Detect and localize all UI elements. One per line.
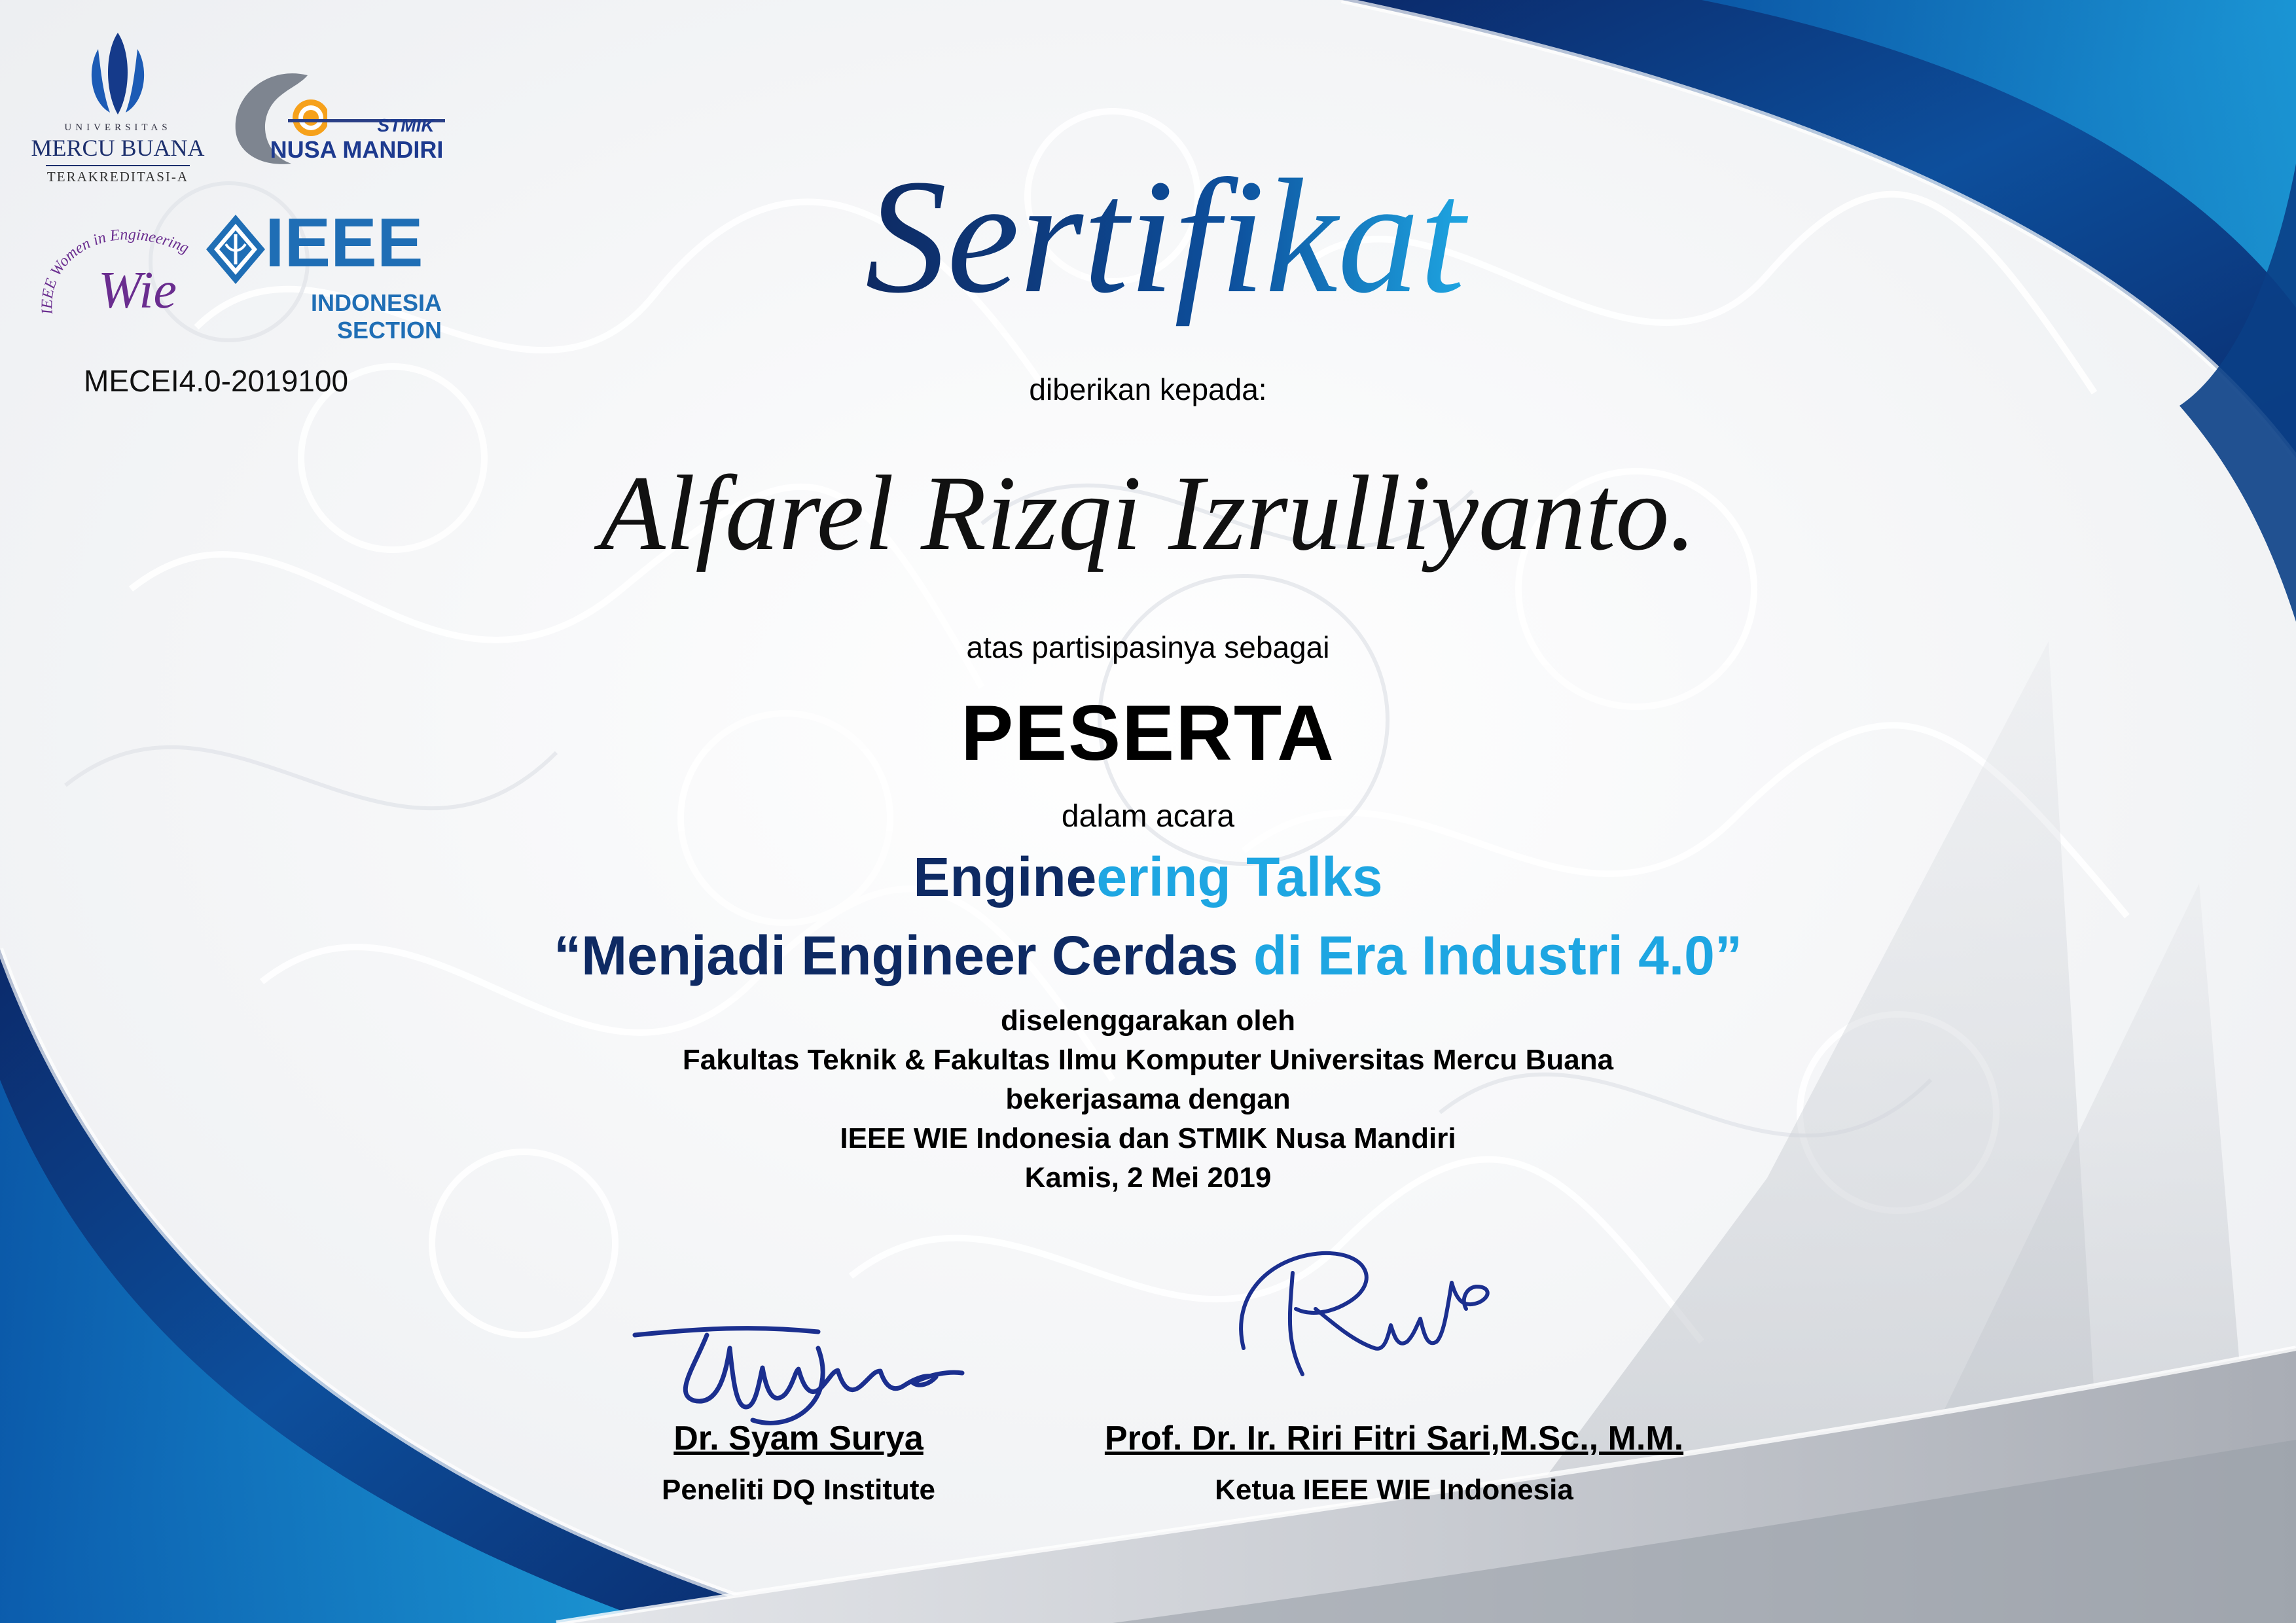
organizer-block	[0, 1001, 2296, 1198]
mercu-buana-name: MERCU BUANA	[31, 135, 205, 161]
event-date: Kamis, 2 Mei 2019	[1024, 1162, 1272, 1194]
mercu-buana-emblem-icon	[79, 33, 157, 115]
event-name-part1: Engine	[913, 846, 1097, 908]
signatory-2-position: Ketua IEEE WIE Indonesia	[1215, 1474, 1573, 1506]
certificate-number: MECEI4.0-2019100	[84, 364, 349, 398]
ieee-diamond-icon	[206, 215, 265, 284]
event-theme	[0, 923, 2296, 988]
participation-label: atas partisipasinya sebagai	[966, 630, 1330, 664]
mercu-buana-accreditation: TERAKREDITASI-A	[46, 169, 189, 185]
mercu-buana-divider	[46, 165, 190, 166]
role-label: PESERTA	[961, 689, 1335, 777]
ieee-name: IEEE	[265, 204, 423, 281]
organizer-line-1: diselenggarakan oleh	[1001, 1005, 1295, 1037]
stmik-name: NUSA MANDIRI	[270, 136, 444, 163]
title-svg	[785, 131, 1545, 366]
mercu-buana-small-label: UNIVERSITAS	[64, 122, 171, 133]
signature-2-image	[1230, 1243, 1518, 1400]
organizer-line-2: Fakultas Teknik & Fakultas Ilmu Komputer Universitas Mercu Buana	[682, 1044, 1614, 1076]
wie-logo-icon	[33, 209, 196, 324]
wie-arc-text: IEEE Women in Engineering	[39, 226, 192, 315]
certificate-title: Sertifikat	[865, 146, 1465, 327]
event-name	[0, 844, 2296, 910]
given-to-label: diberikan kepada:	[1029, 372, 1267, 406]
event-label	[0, 798, 2296, 834]
organizer-line-4: IEEE WIE Indonesia dan STMIK Nusa Mandiri	[840, 1122, 1456, 1154]
event-theme-part1: “Menjadi Engineer Cerdas	[554, 925, 1238, 986]
signatory-1-position: Peneliti DQ Institute	[661, 1474, 936, 1506]
event-label-text: dalam acara	[1061, 799, 1235, 834]
signatory-2-name: Prof. Dr. Ir. Riri Fitri Sari,M.Sc., M.M.	[1104, 1419, 1684, 1457]
recipient-name: Alfarel Rizqi Izrulliyanto.	[600, 454, 1696, 573]
signatory-1-name: Dr. Syam Surya	[673, 1419, 924, 1457]
event-theme-part2: di Era Industri 4.0”	[1238, 925, 1742, 986]
organizer-line-3: bekerjasama dengan	[1005, 1083, 1291, 1115]
event-name-part2: ering Talks	[1096, 846, 1383, 908]
ieee-section: INDONESIA SECTION	[310, 289, 442, 344]
stmik-label: STMIK	[377, 115, 435, 135]
wie-mark: Wie	[98, 262, 177, 319]
